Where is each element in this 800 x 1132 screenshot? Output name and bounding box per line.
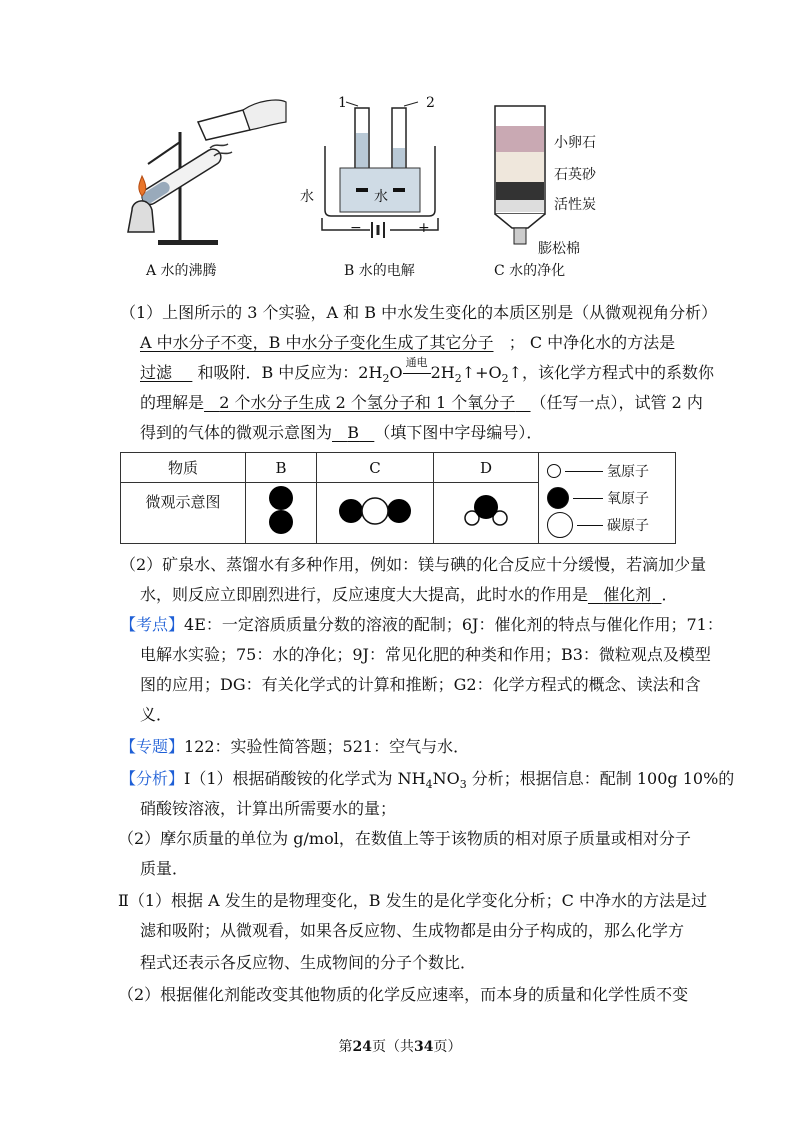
fenxi-text-5: Ⅱ（1）根据 A 发生的是物理变化，B 发生的是化学变化分析；C 中净水的方法是过	[118, 891, 707, 910]
figure-a-caption: A 水的沸腾	[146, 263, 217, 279]
table-header-substance: 物质	[121, 453, 246, 483]
q1-text-1: （1）上图所示的 3 个实验，A 和 B 中水发生变化的本质区别是（从微观视角分析）	[120, 303, 718, 322]
molecule-b	[246, 483, 317, 544]
fenxi-line-8	[118, 984, 688, 1006]
figure-b-label-water-left: 水	[300, 189, 314, 205]
table-row-label: 微观示意图	[121, 483, 246, 544]
q1-product-2: ↑+O	[461, 363, 502, 382]
fenxi-line-3	[118, 828, 691, 850]
kaodian-text-1: 4E：一定溶质质量分数的溶液的配制；6J：催化剂的特点与催化作用；71：	[184, 615, 723, 634]
molecule-c-icon	[335, 495, 415, 527]
kaodian-tag: 【考点】	[120, 615, 185, 634]
fenxi-text-1a: Ⅰ（1）根据硝酸铵的化学式为 NH	[184, 769, 426, 788]
kaodian-line-2	[140, 644, 711, 666]
table-header-d: D	[434, 453, 539, 483]
fenxi-text-8: （2）根据催化剂能改变其他物质的化学反应速率，而本身的质量和化学性质不变	[118, 985, 689, 1004]
q1-line-3	[140, 356, 715, 390]
kaodian-line-1	[120, 614, 723, 636]
molecule-c	[317, 483, 434, 544]
figure-c-label-carbon: 活性炭	[554, 197, 596, 213]
fenxi-line-5	[118, 890, 707, 912]
table-header-b: B	[246, 453, 317, 483]
kaodian-line-4	[140, 704, 172, 726]
q1-answer-1: A 中水分子不变，B 中水分子变化生成了其它分子	[140, 333, 494, 352]
figure-b-label-plus: +	[418, 220, 430, 236]
footer-post: 页）	[433, 1039, 462, 1055]
q1-text-3: ↑，该化学方程式中的系数你	[508, 363, 715, 382]
kaodian-text-3: 图的应用；DG：有关化学式的计算和推断；G2：化学方程式的概念、读法和含	[140, 675, 701, 694]
figure-c-label-cotton: 膨松棉	[538, 241, 580, 257]
micro-diagram-table	[120, 452, 676, 544]
q2-text-1: （2）矿泉水、蒸馏水有多种作用，例如：镁与碘的化合反应十分缓慢，若滴加少量	[120, 555, 707, 574]
fenxi-line-6	[140, 920, 684, 942]
q1-line-1	[120, 302, 717, 324]
kaodian-line-3	[140, 674, 701, 696]
page-footer	[0, 1036, 800, 1056]
legend-hydrogen-label: 氢原子	[607, 464, 649, 480]
fenxi-text-3: （2）摩尔质量的单位为 g/mol，在数值上等于该物质的相对原子质量或相对分子	[118, 829, 691, 848]
fenxi-sub-2: 3	[459, 778, 467, 792]
fenxi-text-7: 程式还表示各反应物、生成物间的分子个数比．	[140, 953, 477, 972]
figure-c-label-pebble: 小卵石	[554, 135, 596, 151]
q1-equation-o: O	[389, 363, 403, 382]
q1-equation-lhs: 和吸附．B 中反应为：2H	[197, 363, 383, 382]
legend-oxygen-label: 氧原子	[607, 491, 649, 507]
q1-sub-2: 2	[454, 372, 462, 386]
fenxi-tag: 【分析】	[120, 769, 185, 788]
zhuanti-tag: 【专题】	[120, 737, 185, 756]
q1-answer-2: 过滤	[140, 363, 173, 382]
q2-text-2: 水，则反应立即剧烈进行，反应速度大大提高，此时水的作用是	[140, 585, 589, 604]
molecule-b-icon	[261, 483, 301, 539]
zhuanti-line	[120, 736, 469, 758]
q1-condition: 通电	[405, 356, 428, 369]
figure-c-label-sand: 石英砂	[554, 167, 596, 183]
fenxi-text-4: 质量．	[140, 859, 189, 878]
q1-text-6: 得到的气体的微观示意图为	[140, 423, 333, 442]
q2-text-3: ．	[661, 585, 678, 604]
atom-legend	[539, 453, 676, 544]
figure-c-caption: C 水的净化	[494, 263, 566, 279]
q1-line-5	[140, 422, 542, 444]
fenxi-line-4	[140, 858, 188, 880]
figure-b-caption: B 水的电解	[344, 263, 415, 279]
molecule-d	[434, 483, 539, 544]
fenxi-line-2	[140, 798, 396, 820]
q2-line-1	[120, 554, 706, 576]
q1-line-4	[140, 392, 703, 414]
q2-answer: 催化剂	[603, 585, 652, 604]
q1-line-2	[140, 332, 675, 354]
fenxi-text-1c: 分析；根据信息：配制 100g 10%的	[466, 769, 735, 788]
fenxi-line-1	[120, 768, 734, 796]
q1-text-7: （填下图中字母编号）．	[374, 423, 543, 442]
fenxi-text-2: 硝酸铵溶液，计算出所需要水的量；	[140, 799, 397, 818]
kaodian-text-2: 电解水实验；75：水的净化；9J：常见化肥的种类和作用；B3：微粒观点及模型	[140, 645, 711, 664]
carbon-atom-icon	[547, 512, 573, 538]
figure-c-purification	[490, 104, 550, 254]
q2-line-2	[140, 584, 677, 606]
q1-sub-1: 2	[382, 372, 390, 386]
q1-sub-3: 2	[501, 372, 509, 386]
hydrogen-atom-icon	[547, 464, 561, 478]
q1-text-4: 的理解是	[140, 393, 205, 412]
q1-text-2: ； C 中净化水的方法是	[508, 333, 676, 352]
fenxi-text-6: 滤和吸附；从微观看，如果各反应物、生成物都是由分子构成的，那么化学方	[140, 921, 685, 940]
figure-b-label-2: 2	[426, 95, 435, 111]
q1-product-1: 2H	[430, 363, 455, 382]
legend-oxygen	[539, 485, 675, 512]
legend-carbon	[539, 512, 675, 539]
q1-arrow	[403, 356, 431, 384]
figure-b-label-water-mid: 水	[374, 189, 388, 205]
footer-page-number: 24	[352, 1039, 372, 1055]
zhuanti-text: 122：实验性简答题；521：空气与水．	[184, 737, 470, 756]
legend-carbon-label: 碳原子	[607, 518, 649, 534]
kaodian-text-4: 义．	[140, 705, 173, 724]
fenxi-line-7	[140, 952, 476, 974]
footer-mid: 页（共	[372, 1039, 414, 1055]
table-header-c: C	[317, 453, 434, 483]
figure-b-label-minus: −	[350, 220, 362, 236]
fenxi-text-1b: NO	[432, 769, 460, 788]
oxygen-atom-icon	[547, 487, 569, 509]
footer-total-pages: 34	[414, 1039, 434, 1055]
q1-answer-3: 2 个水分子生成 2 个氢分子和 1 个氧分子	[219, 393, 516, 412]
molecule-d-icon	[461, 491, 511, 531]
figure-b-label-1: 1	[338, 95, 347, 111]
fenxi-sub-1: 4	[425, 778, 433, 792]
legend-hydrogen	[539, 458, 675, 485]
q1-text-5: （任写一点），试管 2 内	[530, 393, 703, 412]
figure-a-boiling	[118, 92, 288, 252]
footer-pre: 第	[338, 1039, 353, 1055]
q1-answer-4: B	[347, 423, 360, 442]
